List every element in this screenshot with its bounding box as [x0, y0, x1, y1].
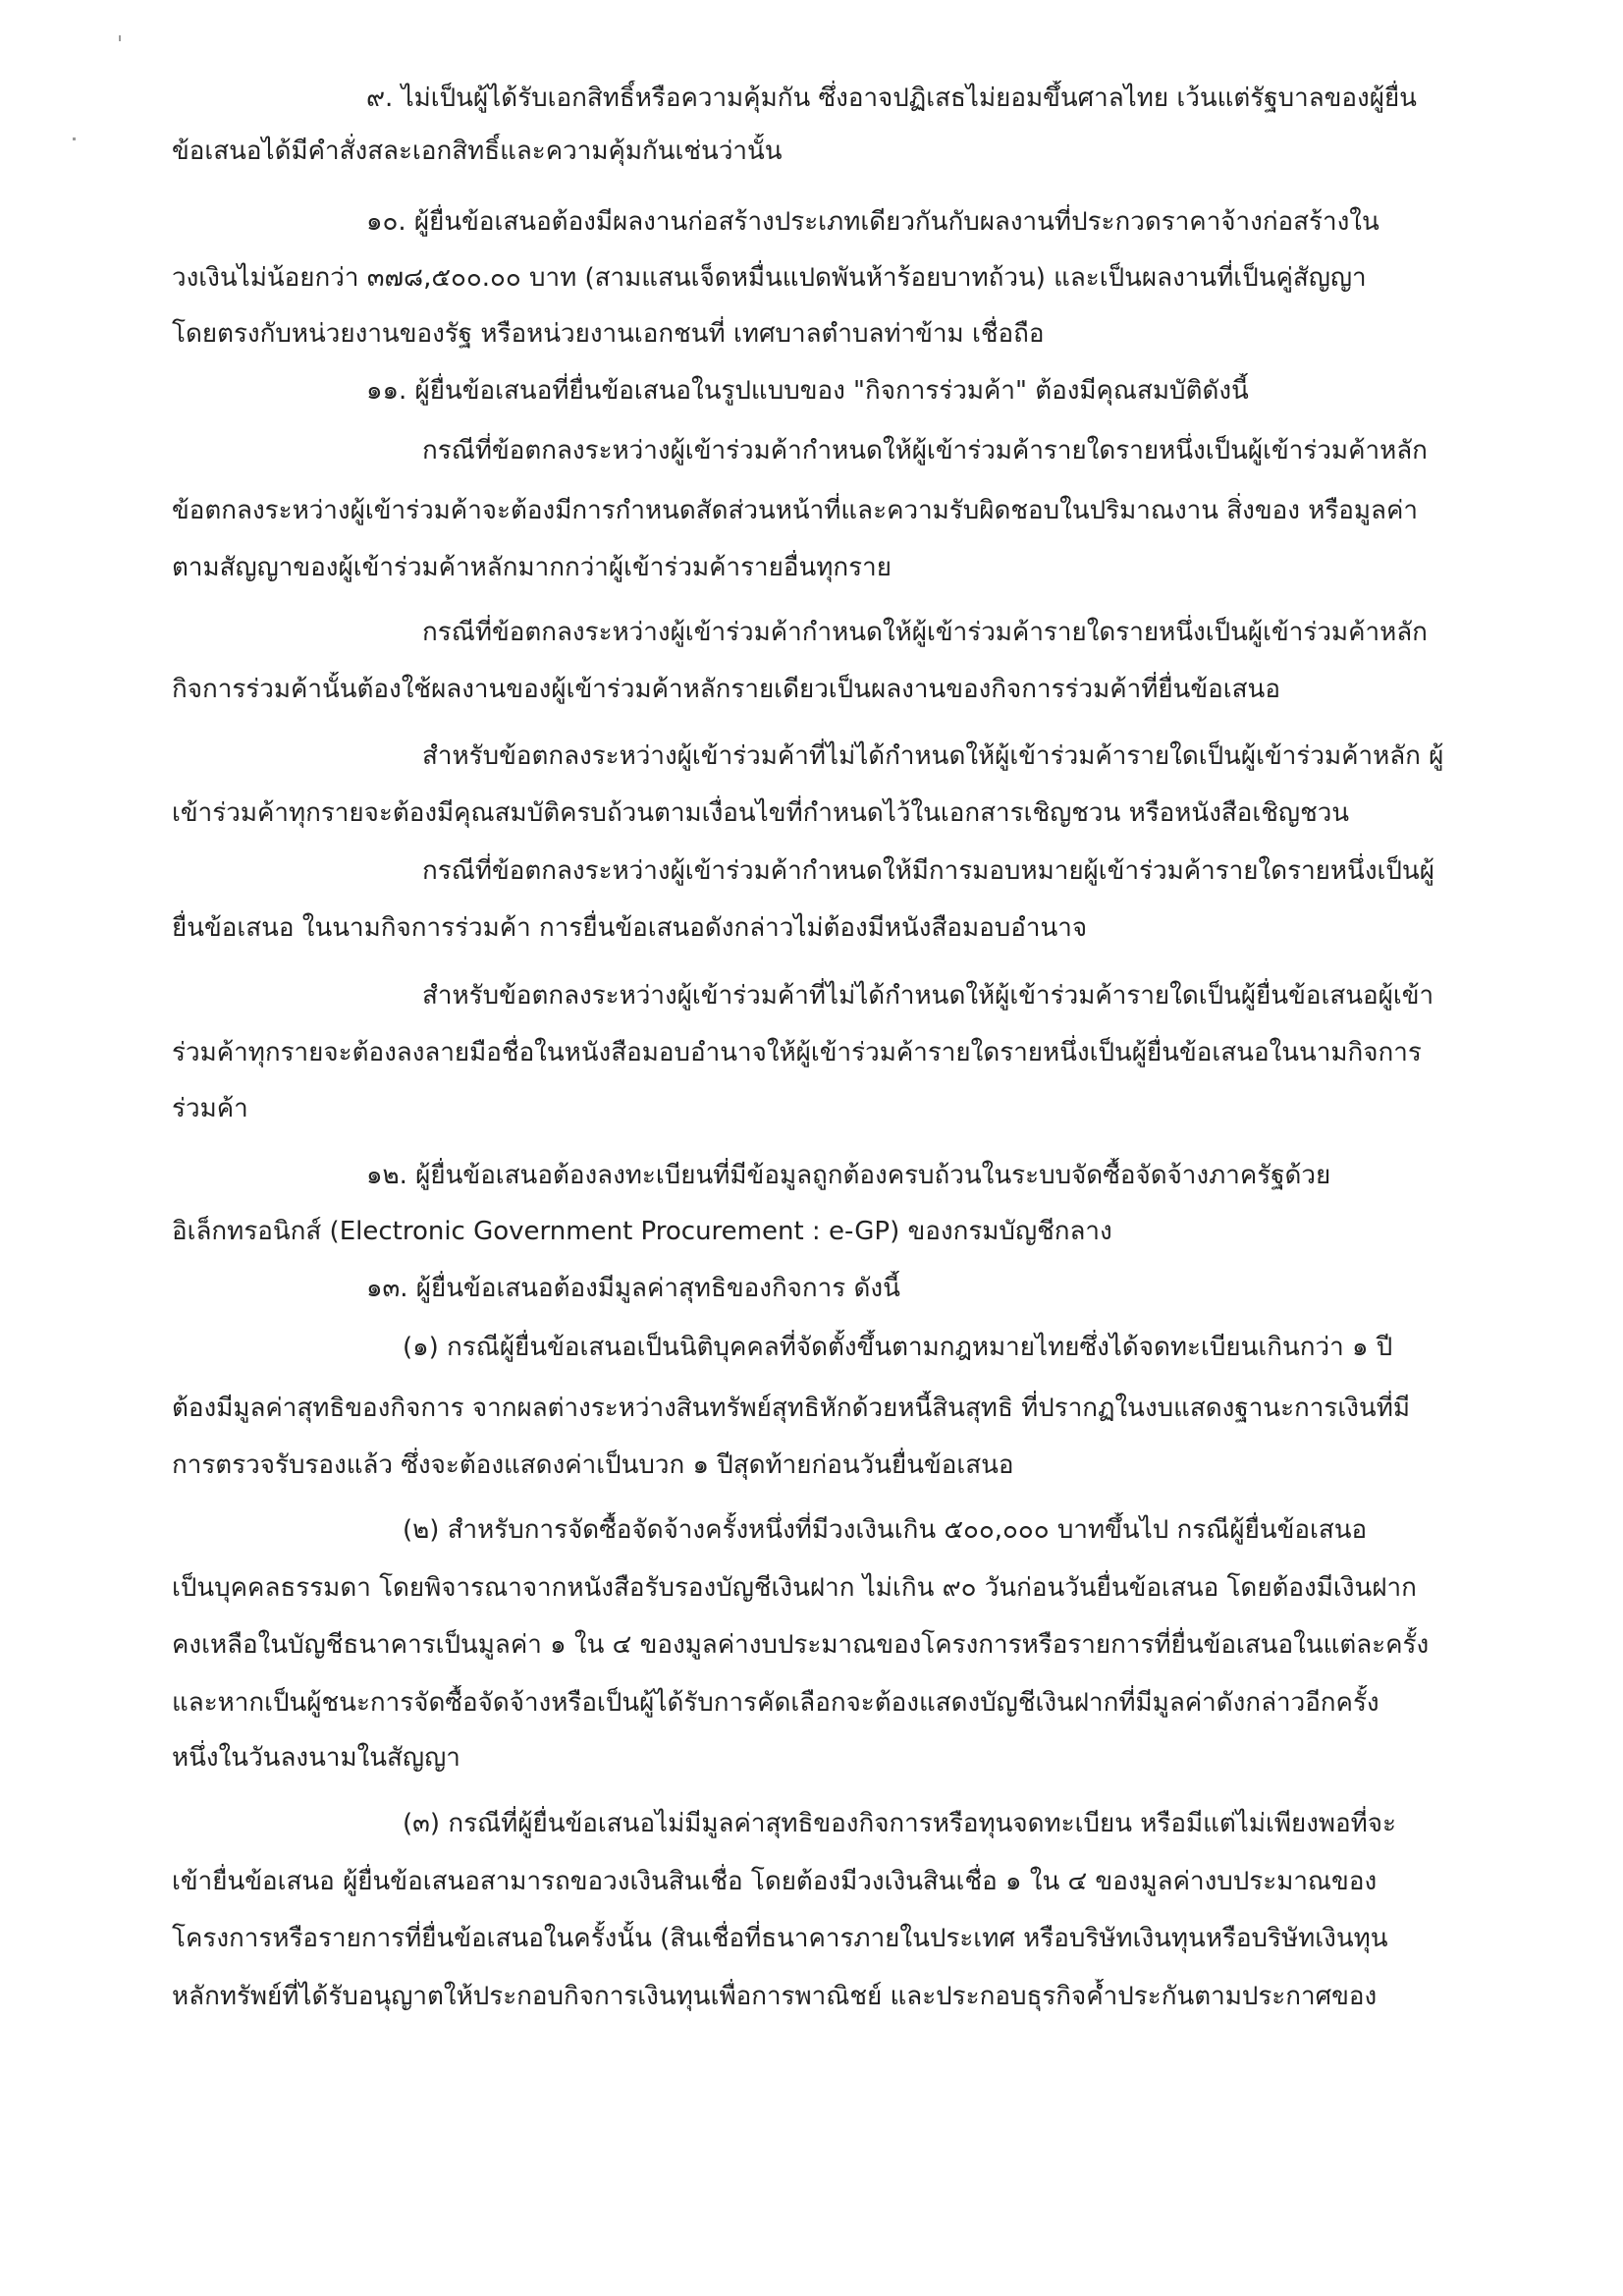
clause-11-para-5-line-3: ร่วมค้า: [172, 1094, 248, 1123]
clause-13-item-3-line-3: โครงการหรือรายการที่ยื่นข้อเสนอในครั้งนั้น (สินเชื่อที่ธนาคารภายในประเทศ หรือบริษัทเงินทุนหรือบริษัทเงินทุน: [172, 1924, 1388, 1953]
clause-13-item-3-line-1: (๓) กรณีที่ผู้ยื่นข้อเสนอไม่มีมูลค่าสุทธิของกิจการหรือทุนจดทะเบียน หรือมีแต่ไม่เพียงพอที่จะ: [403, 1809, 1397, 1838]
clause-13-item-1-line-2: ต้องมีมูลค่าสุทธิของกิจการ จากผลต่างระหว่างสินทรัพย์สุทธิหักด้วยหนี้สินสุทธิ ที่ปรากฏในงบแสดงฐานะการเงินที่มี: [172, 1394, 1410, 1423]
clause-10-line-3: โดยตรงกับหน่วยงานของรัฐ หรือหน่วยงานเอกชนที่ เทศบาลตำบลท่าข้าม เชื่อถือ: [172, 319, 1045, 349]
clause-13-item-1-line-3: การตรวจรับรองแล้ว ซึ่งจะต้องแสดงค่าเป็นบวก ๑ ปีสุดท้ายก่อนวันยื่นข้อเสนอ: [172, 1450, 1014, 1480]
clause-11-para-4-line-2: ยื่นข้อเสนอ ในนามกิจการร่วมค้า การยื่นข้อเสนอดังกล่าวไม่ต้องมีหนังสือมอบอำนาจ: [172, 913, 1088, 943]
clause-13-item-2-line-1: (๒) สำหรับการจัดซื้อจัดจ้างครั้งหนึ่งที่มีวงเงินเกิน ๕๐๐,๐๐๐ บาทขึ้นไป กรณีผู้ยื่นข้อเสนอ: [403, 1515, 1368, 1545]
clause-13-item-2-line-3: คงเหลือในบัญชีธนาคารเป็นมูลค่า ๑ ใน ๔ ของมูลค่างบประมาณของโครงการหรือรายการที่ยื่นข้อเสนอในแต่ละครั้ง: [172, 1630, 1430, 1660]
scan-speck: [73, 137, 76, 140]
clause-11-para-3-line-2: เข้าร่วมค้าทุกรายจะต้องมีคุณสมบัติครบถ้วนตามเงื่อนไขที่กำหนดไว้ในเอกสารเชิญชวน หรือหนังสือเชิญชวน: [172, 798, 1350, 828]
clause-13-item-3-line-4: หลักทรัพย์ที่ได้รับอนุญาตให้ประกอบกิจการเงินทุนเพื่อการพาณิชย์ และประกอบธุรกิจค้ำประกันตามประกาศของ: [172, 1982, 1378, 2011]
clause-11-para-5-line-1: สำหรับข้อตกลงระหว่างผู้เข้าร่วมค้าที่ไม่ได้กำหนดให้ผู้เข้าร่วมค้ารายใดเป็นผู้ยื่นข้อเสนอผู้เข้า: [422, 981, 1434, 1011]
clause-13-item-2-line-5: หนึ่งในวันลงนามในสัญญา: [172, 1743, 460, 1773]
clause-11-heading: ๑๑. ผู้ยื่นข้อเสนอที่ยื่นข้อเสนอในรูปแบบของ "กิจการร่วมค้า" ต้องมีคุณสมบัติดังนี้: [366, 376, 1249, 406]
clause-13-heading: ๑๓. ผู้ยื่นข้อเสนอต้องมีมูลค่าสุทธิของกิจการ ดังนี้: [366, 1274, 900, 1303]
clause-13-item-2-line-2: เป็นบุคคลธรรมดา โดยพิจารณาจากหนังสือรับรองบัญชีเงินฝาก ไม่เกิน ๙๐ วันก่อนวันยื่นข้อเสนอ โดยต้องมีเงินฝาก: [172, 1573, 1417, 1603]
clause-12-line-2: อิเล็กทรอนิกส์ (Electronic Government Procurement : e-GP) ของกรมบัญชีกลาง: [172, 1217, 1112, 1246]
clause-9-line-1: ๙. ไม่เป็นผู้ได้รับเอกสิทธิ์หรือความคุ้มกัน ซึ่งอาจปฏิเสธไม่ยอมขึ้นศาลไทย เว้นแต่รัฐบาลของผู้ยื่น: [366, 83, 1417, 113]
clause-10-line-1: ๑๐. ผู้ยื่นข้อเสนอต้องมีผลงานก่อสร้างประเภทเดียวกันกับผลงานที่ประกวดราคาจ้างก่อสร้างใน: [366, 207, 1380, 237]
clause-11-para-3-line-1: สำหรับข้อตกลงระหว่างผู้เข้าร่วมค้าที่ไม่ได้กำหนดให้ผู้เข้าร่วมค้ารายใดเป็นผู้เข้าร่วมค้าหลัก ผู้: [422, 741, 1444, 771]
clause-13-item-2-line-4: และหากเป็นผู้ชนะการจัดซื้อจัดจ้างหรือเป็นผู้ได้รับการคัดเลือกจะต้องแสดงบัญชีเงินฝากที่มีมูลค่าดังกล่าวอีกครั้ง: [172, 1688, 1380, 1718]
clause-11-para-1-line-3: ตามสัญญาของผู้เข้าร่วมค้าหลักมากกว่าผู้เข้าร่วมค้ารายอื่นทุกราย: [172, 553, 892, 582]
clause-10-line-2: วงเงินไม่น้อยกว่า ๓๗๘,๕๐๐.๐๐ บาท (สามแสนเจ็ดหมื่นแปดพันห้าร้อยบาทถ้วน) และเป็นผลงานที่เป็นคู่สัญญา: [172, 263, 1367, 293]
clause-13-item-1-line-1: (๑) กรณีผู้ยื่นข้อเสนอเป็นนิติบุคคลที่จัดตั้งขึ้นตามกฎหมายไทยซึ่งได้จดทะเบียนเกินกว่า ๑ ปี: [403, 1333, 1393, 1362]
clause-11-para-5-line-2: ร่วมค้าทุกรายจะต้องลงลายมือชื่อในหนังสือมอบอำนาจให้ผู้เข้าร่วมค้ารายใดรายหนึ่งเป็นผู้ยื่นข้อเสนอในนามกิจการ: [172, 1038, 1422, 1067]
clause-9-line-2: ข้อเสนอได้มีคำสั่งสละเอกสิทธิ์และความคุ้มกันเช่นว่านั้น: [172, 137, 783, 166]
clause-13-item-3-line-2: เข้ายื่นข้อเสนอ ผู้ยื่นข้อเสนอสามารถขอวงเงินสินเชื่อ โดยต้องมีวงเงินสินเชื่อ ๑ ใน ๔ ของมูลค่างบประมาณของ: [172, 1867, 1378, 1896]
clause-11-para-4-line-1: กรณีที่ข้อตกลงระหว่างผู้เข้าร่วมค้ากำหนดให้มีการมอบหมายผู้เข้าร่วมค้ารายใดรายหนึ่งเป็นผู้: [422, 856, 1434, 886]
clause-11-para-1-line-1: กรณีที่ข้อตกลงระหว่างผู้เข้าร่วมค้ากำหนดให้ผู้เข้าร่วมค้ารายใดรายหนึ่งเป็นผู้เข้าร่วมค้าหลัก: [422, 436, 1428, 465]
clause-11-para-2-line-1: กรณีที่ข้อตกลงระหว่างผู้เข้าร่วมค้ากำหนดให้ผู้เข้าร่วมค้ารายใดรายหนึ่งเป็นผู้เข้าร่วมค้าหลัก: [422, 618, 1428, 647]
clause-11-para-2-line-2: กิจการร่วมค้านั้นต้องใช้ผลงานของผู้เข้าร่วมค้าหลักรายเดียวเป็นผลงานของกิจการร่วมค้าที่ยื่นข้อเสนอ: [172, 675, 1280, 704]
clause-12-line-1: ๑๒. ผู้ยื่นข้อเสนอต้องลงทะเบียนที่มีข้อมูลถูกต้องครบถ้วนในระบบจัดซื้อจัดจ้างภาครัฐด้วย: [366, 1161, 1331, 1190]
clause-11-para-1-line-2: ข้อตกลงระหว่างผู้เข้าร่วมค้าจะต้องมีการกำหนดสัดส่วนหน้าที่และความรับผิดชอบในปริมาณงาน สิ่งของ หรือมูลค่า: [172, 496, 1418, 525]
scan-speck: [119, 35, 121, 41]
